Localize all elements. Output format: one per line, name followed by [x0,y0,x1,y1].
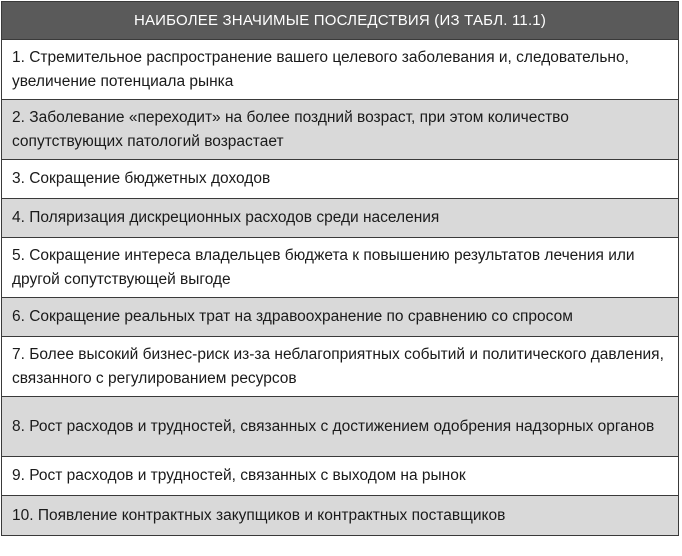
table-row: 7. Более высокий бизнес-риск из-за неблагоприятных событий и политического давления, связанного с регулированием ресурсов [2,337,678,397]
table-row: 5. Сокращение интереса владельцев бюджета к повышению результатов лечения или другой сопутствующей выгоде [2,238,678,298]
table-row: 2. Заболевание «переходит» на более поздний возраст, при этом количество сопутствующих патологий возрастает [2,100,678,160]
consequences-table [1,1,679,536]
table-row: 6. Сокращение реальных трат на здравоохранение по сравнению со спросом [2,298,678,337]
table-row: 10. Появление контрактных закупщиков и контрактных поставщиков [2,496,678,535]
table-row: 4. Поляризация дискреционных расходов среди населения [2,199,678,238]
table-header: НАИБОЛЕЕ ЗНАЧИМЫЕ ПОСЛЕДСТВИЯ (ИЗ ТАБЛ. 11.1) [2,2,678,40]
table-row: 9. Рост расходов и трудностей, связанных с выходом на рынок [2,457,678,496]
table-row: 3. Сокращение бюджетных доходов [2,160,678,199]
table-row: 8. Рост расходов и трудностей, связанных с достижением одобрения надзорных органов [2,397,678,457]
table-row: 1. Стремительное распространение вашего целевого заболевания и, следовательно, увеличение потенциала рынка [2,40,678,100]
